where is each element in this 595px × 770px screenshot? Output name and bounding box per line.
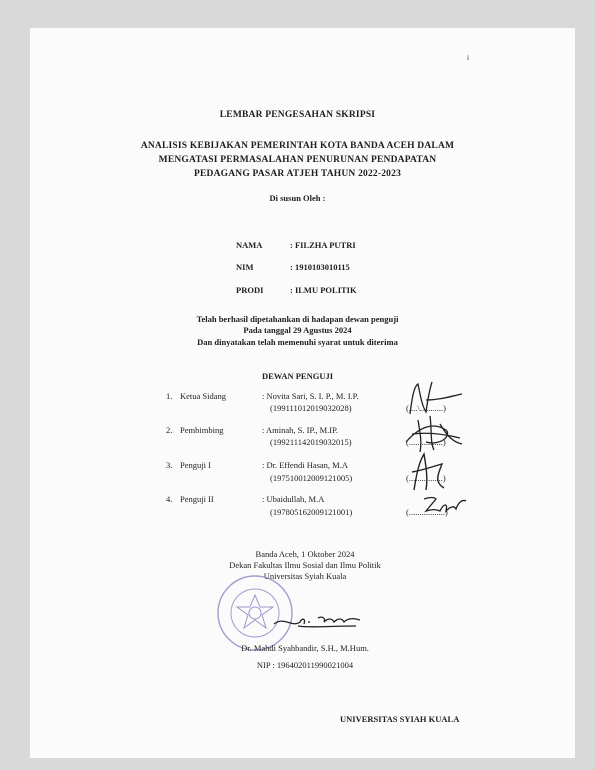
examiner-name: : Ubaidullah, M.A (262, 494, 325, 504)
examiner-role: Pembimbing (180, 425, 224, 435)
signature-line: (.................) (406, 507, 448, 517)
board-title: DEWAN PENGUJI (261, 371, 334, 381)
prodi-value: : ILMU POLITIK (290, 285, 357, 295)
examiner-number: 4. (166, 494, 173, 504)
approval-university: Universitas Syiah Kuala (263, 571, 347, 581)
signature-line: (....\...........) (406, 403, 446, 413)
signature-line: (................) (406, 437, 446, 447)
examiner-name: : Aminah, S. IP., M.IP. (262, 425, 339, 435)
dean-name: Dr. Mahdi Syahbandir, S.H., M.Hum. (241, 643, 369, 653)
signature-mark-3 (404, 448, 454, 494)
footer-university: UNIVERSITAS SYIAH KUALA (340, 714, 460, 724)
examiner-id: (197510012009121005) (270, 473, 353, 483)
defense-line-3: Dan dinyatakan telah memenuhi syarat untuk diterima (197, 337, 398, 347)
examiner-number: 2. (166, 425, 173, 435)
page-number: i (467, 54, 469, 62)
defense-line-2: Pada tanggal 29 Agustus 2024 (243, 325, 352, 335)
signature-line: (................) (406, 473, 446, 483)
dean-signature (270, 606, 365, 636)
dean-nip: NIP : 196402011990021004 (256, 660, 354, 670)
nim-value: : 1910103010115 (290, 262, 350, 272)
prodi-label: PRODI (236, 285, 264, 295)
thesis-title-line-1: ANALISIS KEBIJAKAN PEMERINTAH KOTA BANDA ACEH DALAM (140, 141, 455, 151)
document-title: LEMBAR PENGESAHAN SKRIPSI (219, 110, 376, 120)
approval-place-date: Banda Aceh, 1 Oktober 2024 (255, 549, 355, 559)
examiner-number: 3. (166, 460, 173, 470)
approval-position: Dekan Fakultas Ilmu Sosial dan Ilmu Politik (229, 560, 381, 570)
examiner-role: Penguji I (180, 460, 211, 470)
name-label: NAMA (236, 240, 263, 250)
signature-mark-4 (420, 491, 470, 517)
examiner-number: 1. (166, 391, 173, 401)
examiner-id: (199111012019032028) (270, 403, 352, 413)
thesis-title-line-3: PEDAGANG PASAR ATJEH TAHUN 2022-2023 (193, 169, 402, 179)
examiner-id: (199211142019032015) (270, 437, 352, 447)
name-value: : FILZHA PUTRI (290, 240, 356, 250)
examiner-id: (197805162009121001) (270, 507, 353, 517)
examiner-name: : Dr. Effendi Hasan, M.A (262, 460, 349, 470)
thesis-title-line-2: MENGATASI PERMASALAHAN PENURUNAN PENDAPATAN (158, 155, 437, 165)
compiled-by: Di susun Oleh : (269, 193, 326, 203)
nim-label: NIM (236, 262, 254, 272)
examiner-name: : Novita Sari, S. I. P., M. I.P. (262, 391, 359, 401)
examiner-role: Ketua Sidang (180, 391, 227, 401)
defense-line-1: Telah berhasil dipetahankan di hadapan dewan penguji (196, 314, 399, 324)
examiner-role: Penguji II (180, 494, 214, 504)
